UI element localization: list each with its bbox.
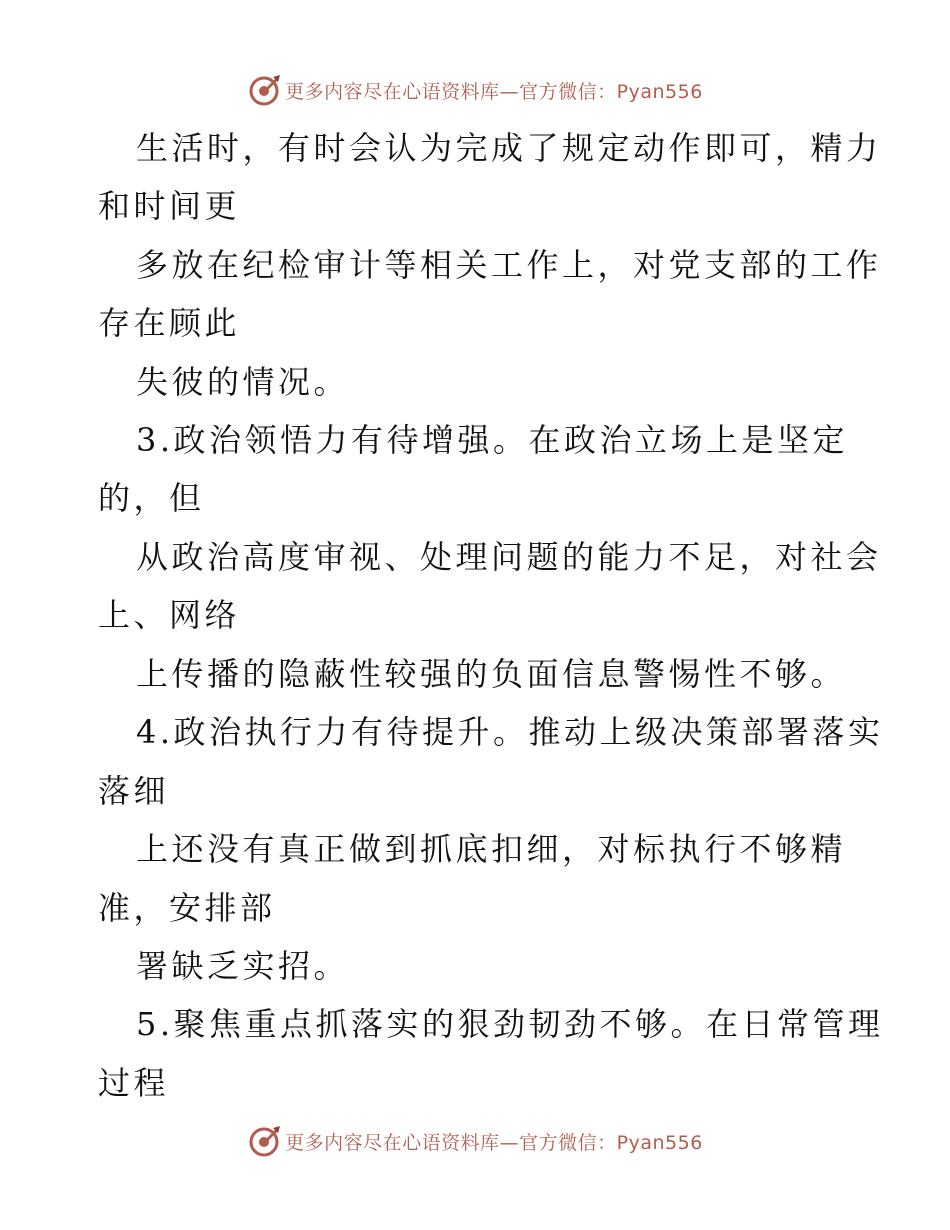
quill-logo-icon xyxy=(247,73,281,107)
text-line: 3.政治领悟力有待增强。在政治立场上是坚定 xyxy=(136,421,849,459)
text-line: 多放在纪检审计等相关工作上，对党支部的工作 xyxy=(136,246,882,284)
footer-watermark-text: 更多内容尽在心语资料库—官方微信：Pyan556 xyxy=(285,1131,703,1154)
header-watermark-banner xyxy=(0,68,950,112)
text-line: 准，安排部 xyxy=(98,889,276,927)
footer-watermark-banner xyxy=(0,1119,950,1163)
text-line: 5.聚焦重点抓落实的狠劲韧劲不够。在日常管理 xyxy=(136,1005,884,1043)
quill-logo-icon xyxy=(247,1124,281,1158)
text-line: 4.政治执行力有待提升。推动上级决策部署落实 xyxy=(136,713,884,751)
text-line: 生活时，有时会认为完成了规定动作即可，精力 xyxy=(136,129,882,167)
text-line: 的，但 xyxy=(98,479,205,517)
text-line: 和时间更 xyxy=(98,187,241,225)
text-line: 存在顾此 xyxy=(98,304,241,342)
text-line: 上、网络 xyxy=(98,596,241,634)
text-line: 上还没有真正做到抓底扣细，对标执行不够精 xyxy=(136,830,847,868)
text-line: 署缺乏实招。 xyxy=(136,947,350,985)
header-watermark-text: 更多内容尽在心语资料库—官方微信：Pyan556 xyxy=(285,80,703,103)
text-line: 落细 xyxy=(98,772,170,810)
text-line: 过程 xyxy=(98,1064,170,1102)
text-line: 失彼的情况。 xyxy=(136,363,350,401)
text-line: 上传播的隐蔽性较强的负面信息警惕性不够。 xyxy=(136,655,847,693)
text-line: 从政治高度审视、处理问题的能力不足，对社会 xyxy=(136,538,882,576)
